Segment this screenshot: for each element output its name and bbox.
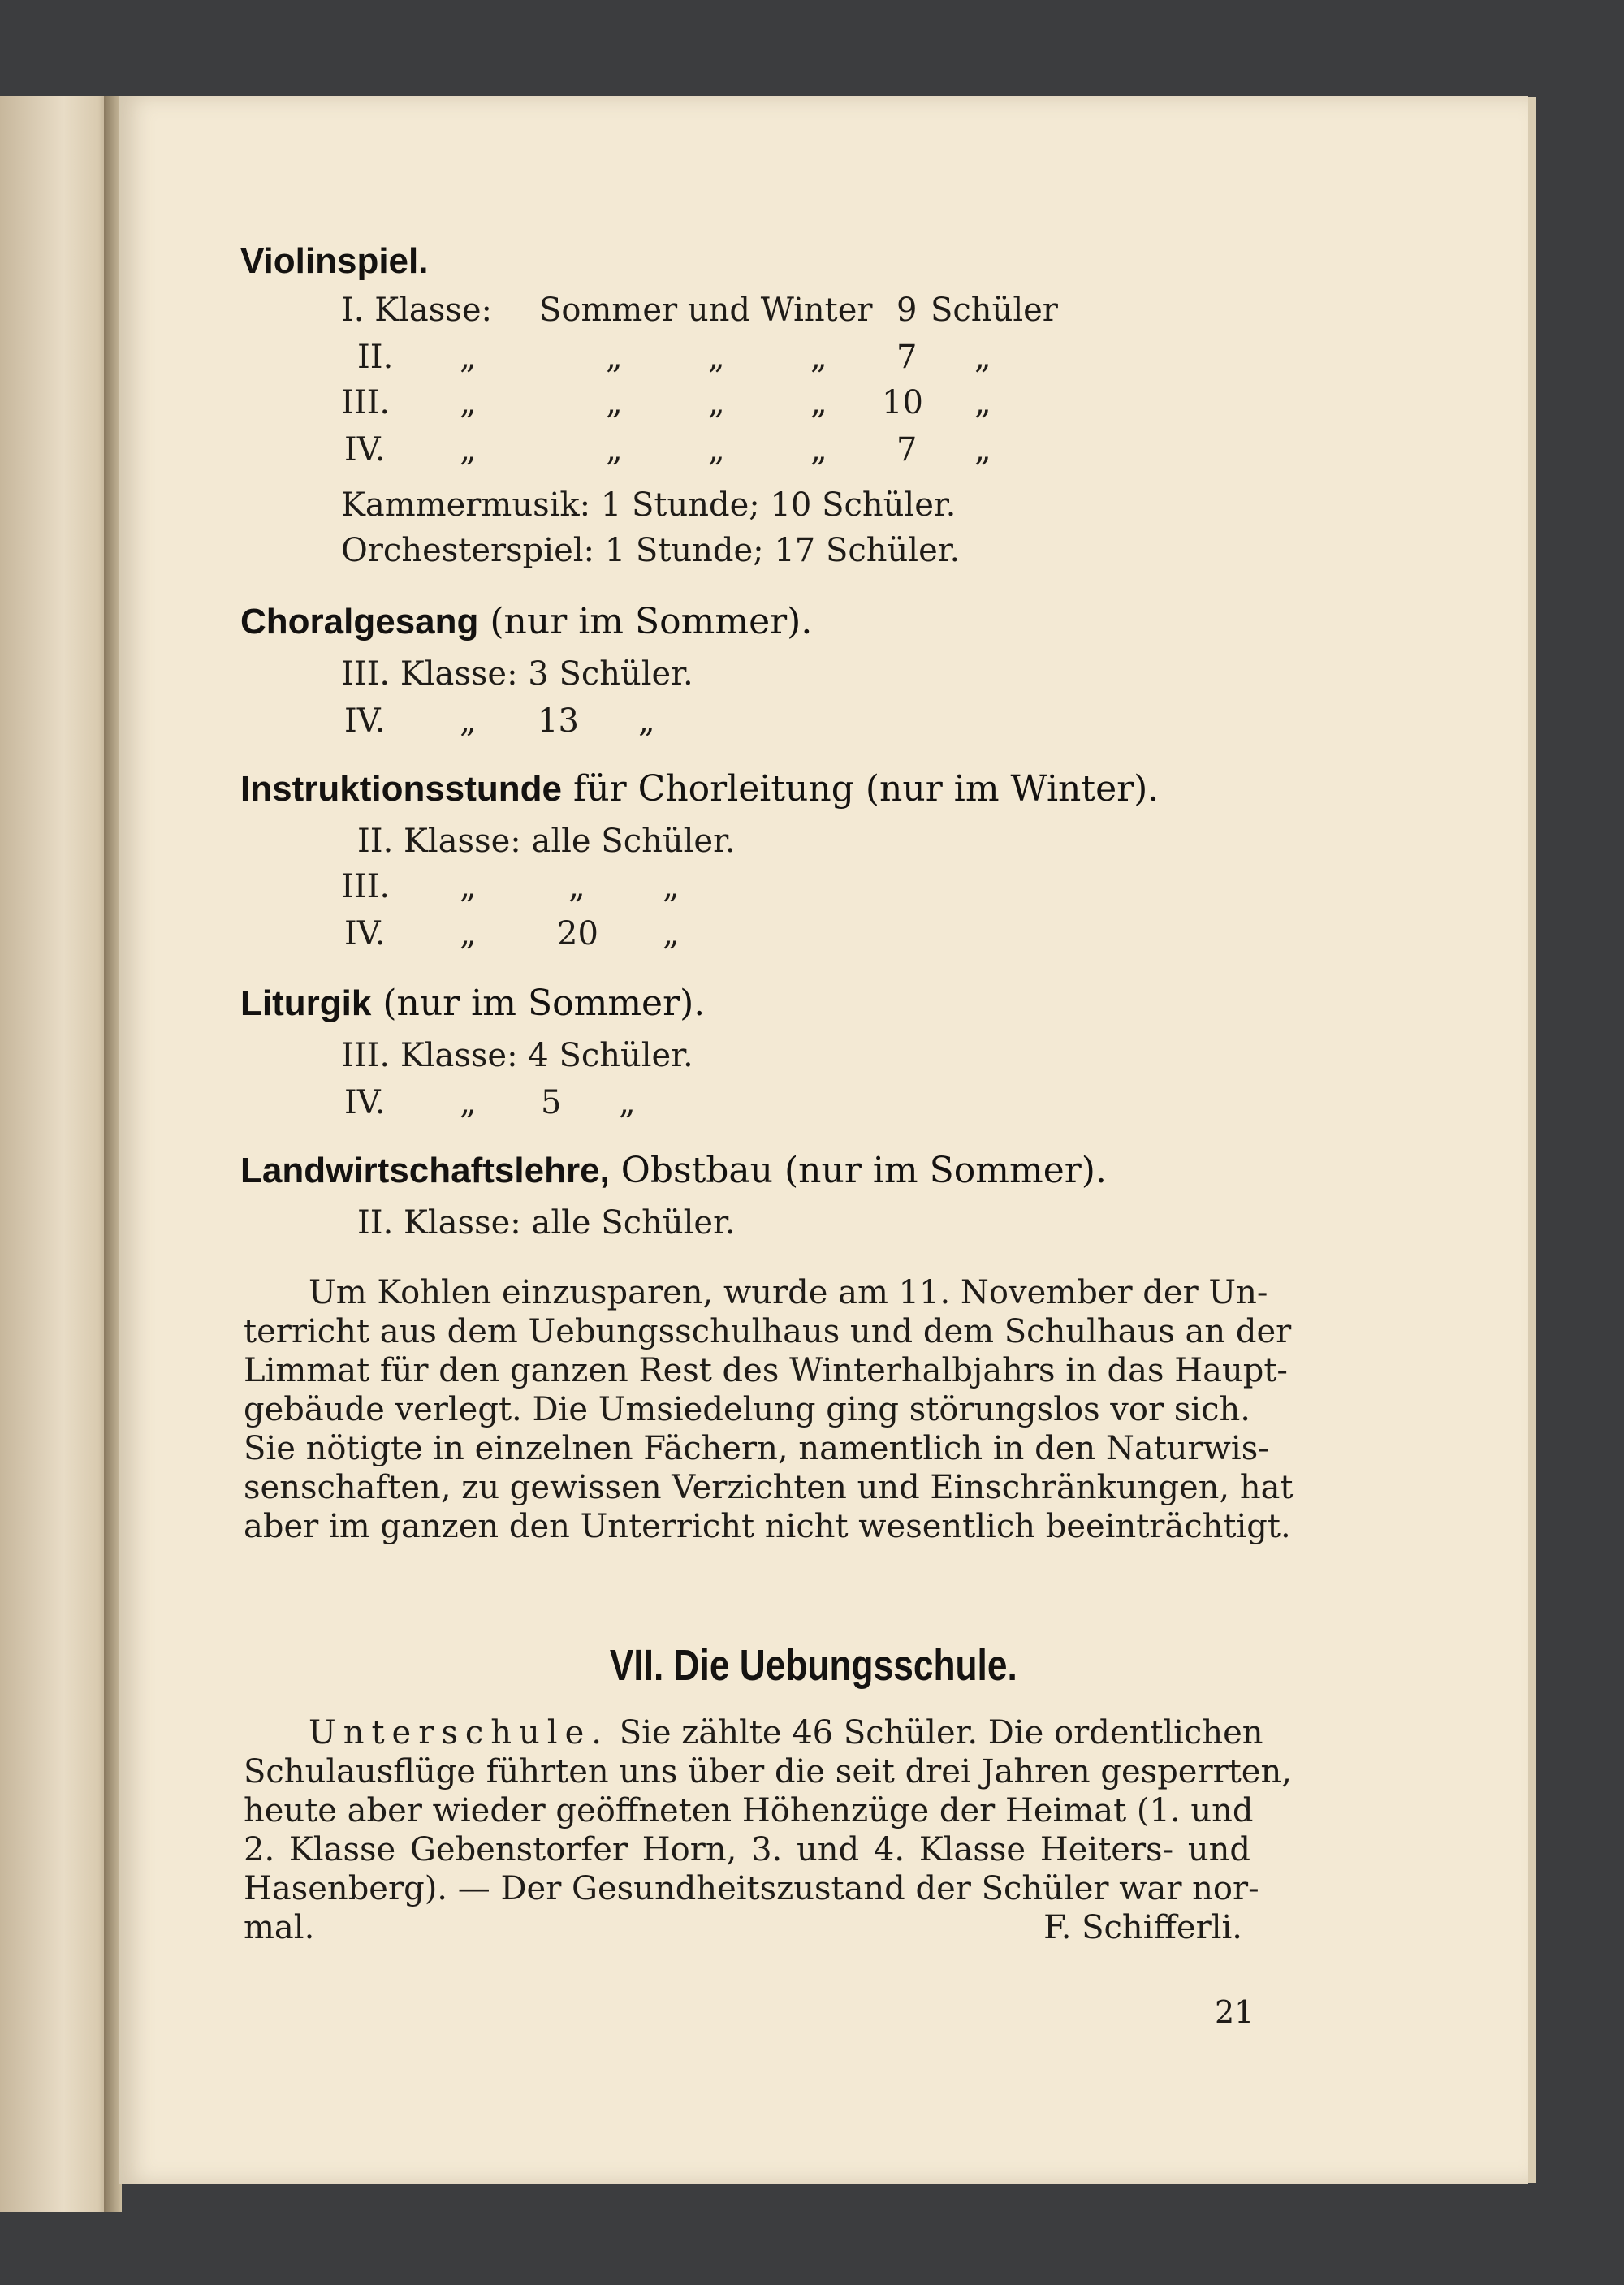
ditto-mark: „ (606, 339, 623, 376)
ditto-mark: „ (460, 339, 477, 376)
paragraph-line: Limmat für den ganzen Rest des Winterhalbjahrs in das Haupt- (244, 1352, 1288, 1389)
ditto-mark: „ (460, 702, 477, 740)
paragraph-line: heute aber wieder geöffneten Höhenzüge der Heimat (1. und (244, 1792, 1254, 1829)
paragraph-line: senschaften, zu gewissen Verzichten und Einschränkungen, hat (244, 1469, 1294, 1506)
ditto-mark: „ (606, 384, 623, 421)
heading-choralgesang: Choralgesang (nur im Sommer). (240, 601, 813, 642)
violin-row-4-count: 7 (896, 431, 918, 469)
violin-row-1-count: 9 (896, 292, 918, 329)
paragraph-line: mal. F. Schifferli. (244, 1909, 1242, 1946)
paragraph-kohlen (244, 1273, 1294, 1546)
ditto-mark: „ (708, 431, 725, 469)
instr-line-3-count: 20 (557, 915, 598, 952)
ditto-mark: „ (460, 1084, 477, 1121)
paragraph-line: 2. Klasse Gebenstorfer Horn, 3. und 4. Klasse Heiters- und (244, 1831, 1250, 1868)
ditto-mark: „ (460, 915, 477, 952)
landwirt-line-1: II. Klasse: alle Schüler. (357, 1204, 736, 1242)
violin-row-2-class: II. (357, 339, 394, 376)
liturgik-line-2-count: 5 (541, 1084, 562, 1121)
heading-landwirtschaftslehre: Landwirtschaftslehre, Obstbau (nur im Sommer). (240, 1150, 1107, 1191)
page-number: 21 (1215, 1994, 1255, 2030)
spaced-term: Unterschule. (309, 1714, 609, 1752)
violin-row-3-class: III. (341, 384, 391, 421)
instr-line-2-class: III. (341, 868, 391, 905)
liturgik-line-2-class: IV. (344, 1084, 386, 1121)
page-edge (1528, 97, 1536, 2183)
instr-line-1: II. Klasse: alle Schüler. (357, 823, 736, 860)
heading-liturgik: Liturgik (nur im Sommer). (240, 983, 706, 1024)
ditto-mark: „ (708, 384, 725, 421)
paragraph-line: gebäude verlegt. Die Umsiedelung ging störungslos vor sich. (244, 1391, 1251, 1428)
ditto-mark: „ (663, 868, 680, 905)
paragraph-line: Hasenberg). — Der Gesundheitszustand der Schüler war nor- (244, 1870, 1259, 1907)
choral-line-2-count: 13 (538, 702, 579, 740)
violin-row-1-season: Sommer und Winter (539, 292, 873, 329)
paragraph-line: Unterschule. Sie zählte 46 Schüler. Die ordentlichen (309, 1714, 1263, 1752)
violin-row-2-count: 7 (896, 339, 918, 376)
violin-row-4-class: IV. (344, 431, 386, 469)
paragraph-line: Um Kohlen einzusparen, wurde am 11. November der Un- (309, 1274, 1268, 1311)
orchesterspiel-line: Orchesterspiel: 1 Stunde; 17 Schüler. (341, 532, 961, 569)
paragraph-line: aber im ganzen den Unterricht nicht wesentlich beeinträchtigt. (244, 1508, 1291, 1545)
ditto-mark: „ (810, 384, 827, 421)
violin-row-1-unit: Schüler (931, 292, 1058, 329)
ditto-mark: „ (606, 431, 623, 469)
paragraph-line: terricht aus dem Uebungsschulhaus und dem Schulhaus an der (244, 1313, 1292, 1350)
signature: F. Schifferli. (1043, 1909, 1242, 1946)
ditto-mark: „ (619, 1084, 636, 1121)
choral-line-1: III. Klasse: 3 Schüler. (341, 655, 693, 693)
liturgik-line-1: III. Klasse: 4 Schüler. (341, 1037, 693, 1074)
paragraph-unterschule (244, 1713, 1292, 1947)
violin-row-3-count: 10 (882, 384, 923, 421)
violin-row-1: I. Klasse: (341, 292, 492, 329)
heading-violinspiel: Violinspiel. (240, 241, 429, 281)
ditto-mark: „ (460, 384, 477, 421)
instr-line-3-class: IV. (344, 915, 386, 952)
ditto-mark: „ (810, 339, 827, 376)
ditto-mark: „ (708, 339, 725, 376)
ditto-mark: „ (460, 431, 477, 469)
ditto-mark: „ (638, 702, 655, 740)
ditto-mark: „ (568, 868, 585, 905)
chapter-title: VII. Die Uebungsschule. (609, 1641, 1017, 1690)
paragraph-line: Schulausflüge führten uns über die seit drei Jahren gesperrten, (244, 1753, 1292, 1790)
ditto-mark: „ (974, 384, 991, 421)
ditto-mark: „ (460, 868, 477, 905)
ditto-mark: „ (810, 431, 827, 469)
heading-instruktionsstunde: Instruktionsstunde für Chorleitung (nur im Winter). (240, 768, 1160, 810)
ditto-mark: „ (663, 915, 680, 952)
choral-line-2-class: IV. (344, 702, 386, 740)
paragraph-line: Sie nötigte in einzelnen Fächern, namentlich in den Naturwis- (244, 1430, 1269, 1467)
ditto-mark: „ (974, 339, 991, 376)
kammermusik-line: Kammermusik: 1 Stunde; 10 Schüler. (341, 486, 957, 524)
ditto-mark: „ (974, 431, 991, 469)
left-page-edge (0, 96, 115, 2212)
